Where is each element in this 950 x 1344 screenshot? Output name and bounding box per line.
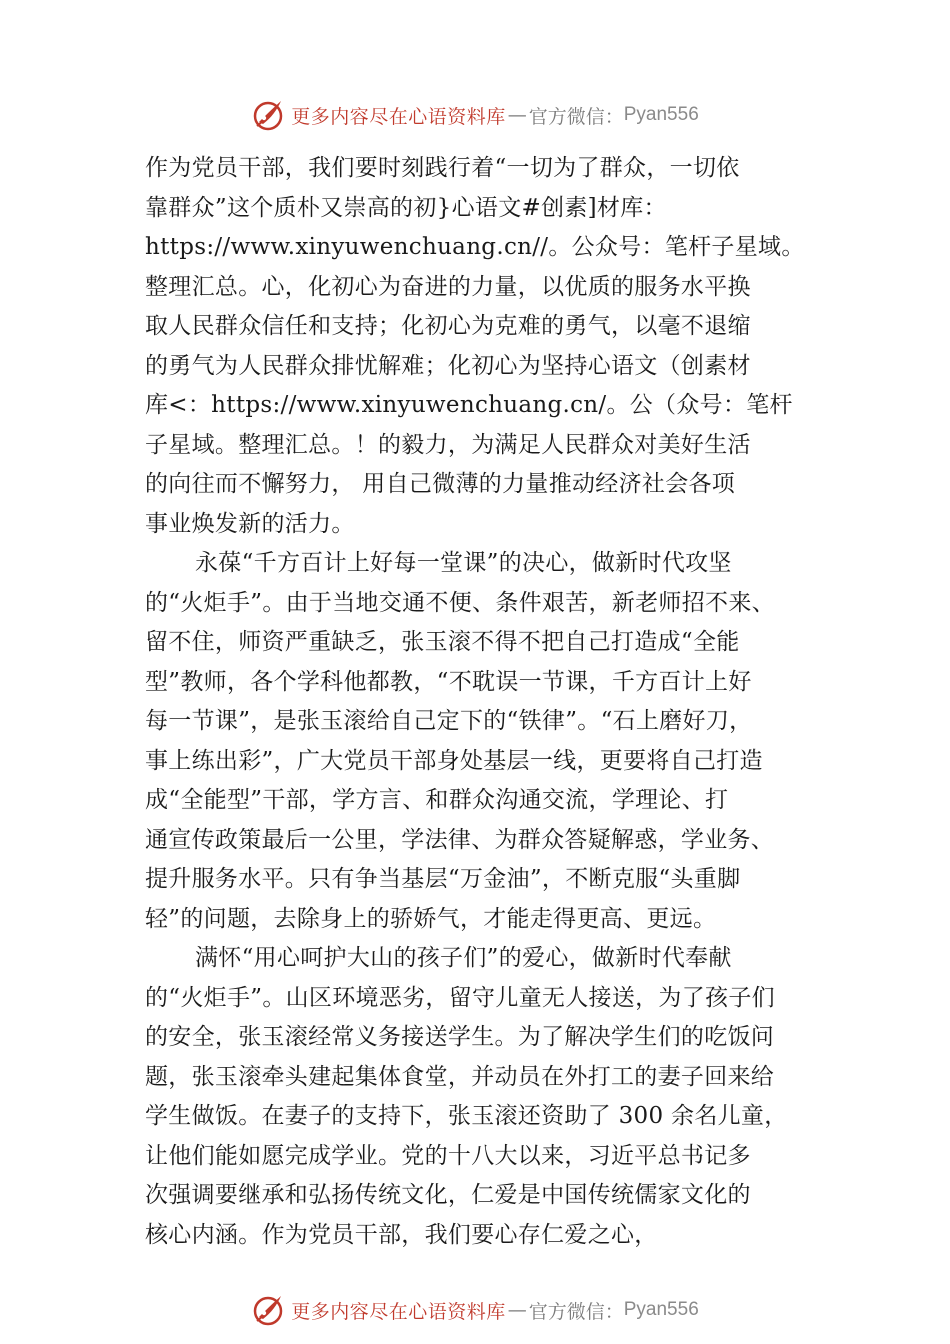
body-line: 型”教师，各个学科他都教，“不耽误一节课，千方百计上好 <box>145 668 752 695</box>
body-line: 事上练出彩”，广大党员干部身处基层一线，更要将自己打造 <box>145 747 763 774</box>
body-line: 库<：https://www.xinyuwenchuang.cn/。公（众号：笔杆 <box>145 392 793 418</box>
body-line: 每一节课”，是张玉滚给自己定下的“铁律”。“石上磨好刀， <box>145 708 753 734</box>
body-line: 的“火炬手”。由于当地交通不便、条件艰苦，新老师招不来、 <box>145 589 775 616</box>
paragraph-start-line: 满怀“用心呵护大山的孩子们”的爱心，做新时代奉献 <box>195 945 732 971</box>
body-line: 提升服务水平。只有争当基层“万金油”，不断克服“头重脚 <box>145 866 741 892</box>
footer-separator: — <box>507 1299 527 1321</box>
body-line: 作为党员干部，我们要时刻践行着“一切为了群众，一切依 <box>145 155 740 181</box>
quill-seal-icon <box>251 98 285 132</box>
body-line: 通宣传政策最后一公里，学法律、为群众答疑解惑，学业务、 <box>145 826 775 853</box>
body-line: 学生做饭。在妻子的支持下，张玉滚还资助了 300 余名儿童， <box>145 1103 788 1129</box>
body-line: 留不住，师资严重缺乏，张玉滚不得不把自己打造成“全能 <box>145 629 740 655</box>
quill-seal-icon <box>251 1293 285 1327</box>
body-line: 轻”的问题，去除身上的骄娇气，才能走得更高、更远。 <box>145 905 717 932</box>
body-line: 成“全能型”干部，学方言、和群众沟通交流，学理论、打 <box>145 787 729 813</box>
footer-contact-handle: Pyan556 <box>623 1299 699 1320</box>
body-line: 取人民群众信任和支持；化初心为克难的勇气，以毫不退缩 <box>145 313 751 339</box>
header-banner <box>0 95 950 135</box>
header-slogan: 更多内容尽在心语资料库 <box>291 105 506 128</box>
body-line: https://www.xinyuwenchuang.cn//。公众号：笔杆子星域。 <box>145 234 805 260</box>
body-line: 让他们能如愿完成学业。党的十八大以来，习近平总书记多 <box>145 1142 751 1169</box>
body-line: 靠群众”这个质朴又崇高的初}心语文#创素]材库： <box>145 194 667 221</box>
body-line: 子星域。整理汇总。！的毅力，为满足人民群众对美好生活 <box>145 431 751 458</box>
header-contact-handle: Pyan556 <box>623 104 699 125</box>
body-line: 题，张玉滚牵头建起集体食堂，并动员在外打工的妻子回来给 <box>145 1063 775 1090</box>
header-contact-label: 官方微信： <box>528 105 624 128</box>
body-line: 的“火炬手”。山区环境恶劣，留守儿童无人接送，为了孩子们 <box>145 984 775 1011</box>
header-separator: — <box>507 104 527 126</box>
body-line: 核心内涵。作为党员干部，我们要心存仁爱之心， <box>145 1221 658 1248</box>
body-line: 的向往而不懈努力， 用自己微薄的力量推动经济社会各项 <box>145 471 736 497</box>
body-line: 事业焕发新的活力。 <box>145 510 355 537</box>
footer-contact-label: 官方微信： <box>528 1300 624 1323</box>
footer-banner <box>0 1290 950 1330</box>
body-line: 整理汇总。心，化初心为奋进的力量，以优质的服务水平换 <box>145 273 751 300</box>
body-line: 的勇气为人民群众排忧解难；化初心为坚持心语文（创素材 <box>145 352 751 379</box>
body-line: 次强调要继承和弘扬传统文化，仁爱是中国传统儒家文化的 <box>145 1182 751 1208</box>
body-line: 的安全，张玉滚经常义务接送学生。为了解决学生们的吃饭问 <box>145 1024 775 1050</box>
paragraph-start-line: 永葆“千方百计上好每一堂课”的决心，做新时代攻坚 <box>195 550 732 576</box>
document-body <box>145 149 835 1255</box>
footer-slogan: 更多内容尽在心语资料库 <box>291 1300 506 1323</box>
